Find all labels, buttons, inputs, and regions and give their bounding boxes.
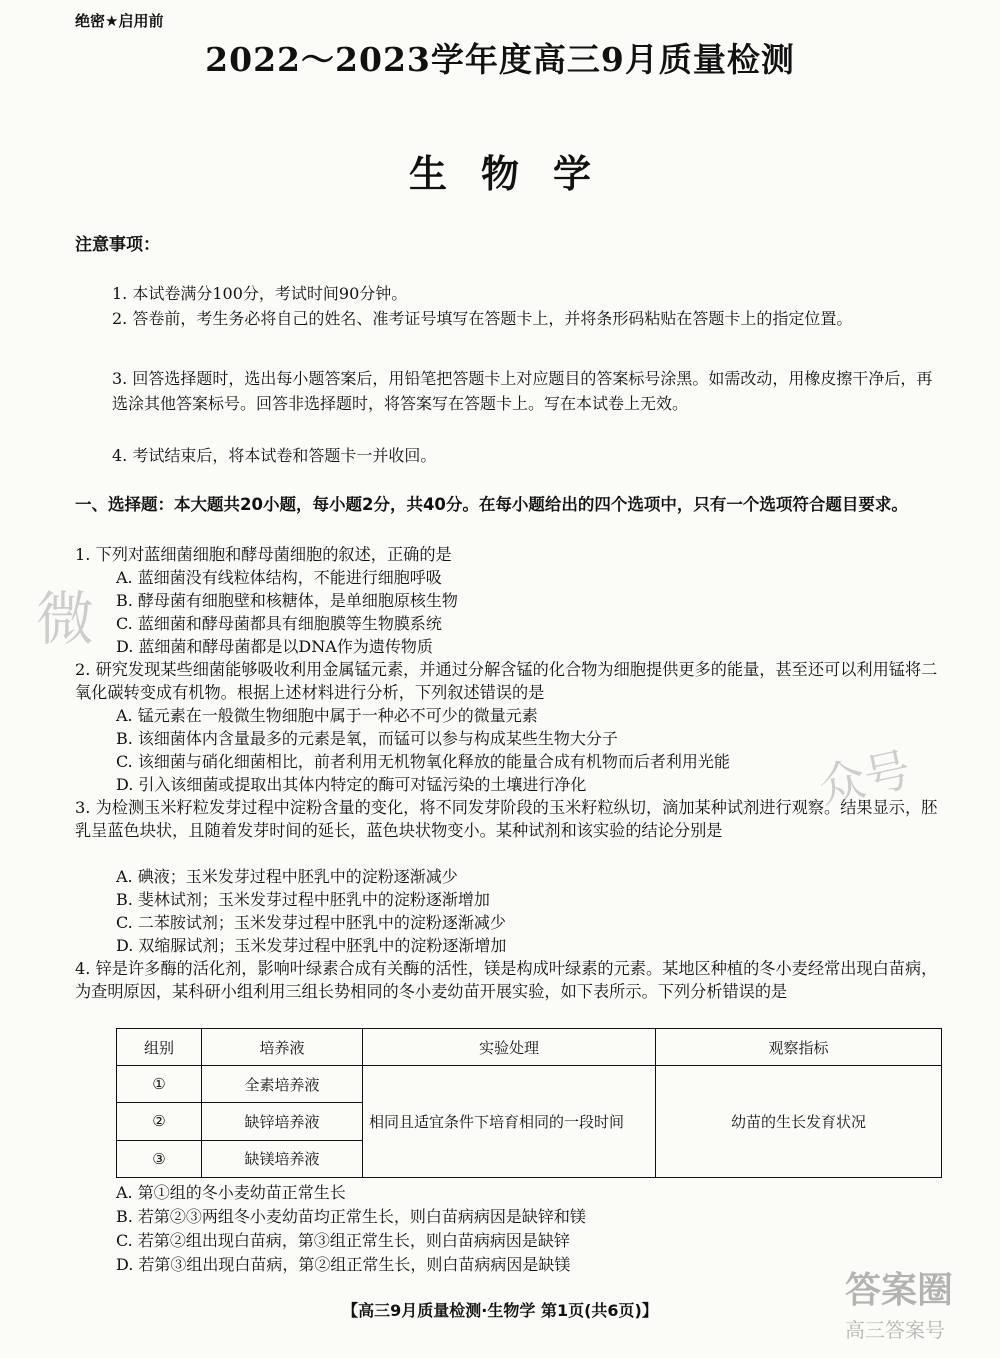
- question-2-option-b: B. 该细菌体内含量最多的元素是氧，而锰可以参与构成某些生物大分子: [116, 729, 618, 748]
- table-cell-group: ①: [117, 1066, 202, 1103]
- notice-item: 2. 答卷前，考生务必将自己的姓名、准考证号填写在答题卡上，并将条形码粘贴在答题卡上的指定位置。: [112, 309, 853, 328]
- subject-title: 生物学: [408, 151, 625, 196]
- question-3-option-b: B. 斐林试剂；玉米发芽过程中胚乳中的淀粉逐渐增加: [116, 890, 490, 909]
- notice-item: 4. 考试结束后，将本试卷和答题卡一并收回。: [112, 446, 437, 465]
- exam-title: 2022～2023学年度高三9月质量检测: [205, 40, 795, 79]
- watermark-logo-sub: 高三答案号: [845, 1318, 945, 1342]
- question-2-option-d: D. 引入该细菌或提取出其体内特定的酶可对锰污染的土壤进行净化: [116, 775, 587, 794]
- question-3-option-d: D. 双缩脲试剂；玉米发芽过程中胚乳中的淀粉逐渐增加: [116, 936, 507, 955]
- watermark-right: 众号: [814, 741, 916, 814]
- table-cell-medium: 缺镁培养液: [202, 1140, 363, 1177]
- question-1-option-a: A. 蓝细菌没有线粒体结构，不能进行细胞呼吸: [116, 568, 442, 587]
- section-heading: 一、选择题：本大题共20小题，每小题2分，共40分。在每小题给出的四个选项中，只有一个选项符合题目要求。: [75, 495, 908, 514]
- notice-item: 1. 本试卷满分100分，考试时间90分钟。: [112, 284, 408, 303]
- table-cell-group: ③: [117, 1140, 202, 1177]
- question-2-option-c: C. 该细菌与硝化细菌相比，前者利用无机物氧化释放的能量合成有机物而后者利用光能: [116, 752, 730, 771]
- notice-heading: 注意事项：: [75, 235, 160, 255]
- table-header-row: [117, 1029, 942, 1066]
- table-header-cell: 培养液: [202, 1029, 363, 1066]
- question-4-option-d: D. 若第③组出现白苗病，第②组正常生长，则白苗病病因是缺镁: [116, 1255, 571, 1274]
- question-2-stem: 2. 研究发现某些细菌能够吸收利用金属锰元素，并通过分解含锰的化合物为细胞提供更多的能量，甚至还可以利用锰将二氧化碳转变成有机物。根据上述材料进行分析，下列叙述错误的是: [75, 660, 938, 702]
- table-header-cell: 组别: [117, 1029, 202, 1066]
- question-1-option-b: B. 酵母菌有细胞壁和核糖体，是单细胞原核生物: [116, 591, 458, 610]
- table-cell-indicator: 幼苗的生长发育状况: [656, 1066, 942, 1178]
- table-cell-medium: 全素培养液: [202, 1066, 363, 1103]
- question-1-option-c: C. 蓝细菌和酵母菌都具有细胞膜等生物膜系统: [116, 614, 442, 633]
- question-3-stem: 3. 为检测玉米籽粒发芽过程中淀粉含量的变化，将不同发芽阶段的玉米籽粒纵切，滴加某种试剂进行观察。结果显示，胚乳呈蓝色块状，且随着发芽时间的延长，蓝色块状物变小。某种试剂和该实验的结论分别是: [75, 798, 938, 840]
- question-3-option-a: A. 碘液；玉米发芽过程中胚乳中的淀粉逐渐减少: [116, 867, 458, 886]
- question-4-option-a: A. 第①组的冬小麦幼苗正常生长: [116, 1183, 346, 1202]
- notice-item: 3. 回答选择题时，选出每小题答案后，用铅笔把答题卡上对应题目的答案标号涂黑。如需改动，用橡皮擦干净后，再选涂其他答案标号。回答非选择题时，将答案写在答题卡上。写在本试卷上无效。: [112, 369, 933, 413]
- question-1-option-d: D. 蓝细菌和酵母菌都是以DNA作为遗传物质: [116, 637, 433, 656]
- table-row: [117, 1066, 942, 1103]
- question-2-option-a: A. 锰元素在一般微生物细胞中属于一种必不可少的微量元素: [116, 706, 538, 725]
- table-cell-medium: 缺锌培养液: [202, 1103, 363, 1140]
- question-4-stem: 4. 锌是许多酶的活化剂，影响叶绿素合成有关酶的活性，镁是构成叶绿素的元素。某地区种植的冬小麦经常出现白苗病，为查明原因，某科研小组利用三组长势相同的冬小麦幼苗开展实验，如下表所示。下列分析错误的是: [75, 959, 938, 1001]
- table-cell-group: ②: [117, 1103, 202, 1140]
- table-cell-treatment: 相同且适宜条件下培育相同的一段时间: [363, 1066, 656, 1178]
- question-1-stem: 1. 下列对蓝细菌细胞和酵母菌细胞的叙述，正确的是: [75, 545, 452, 564]
- question-4-option-b: B. 若第②③两组冬小麦幼苗均正常生长，则白苗病病因是缺锌和镁: [116, 1207, 586, 1226]
- experiment-table: [116, 1028, 942, 1178]
- table-header-cell: 观察指标: [656, 1029, 942, 1066]
- confidential-label: 绝密★启用前: [75, 12, 164, 30]
- watermark-left: 微: [36, 585, 95, 653]
- question-4-option-c: C. 若第②组出现白苗病，第③组正常生长，则白苗病病因是缺锌: [116, 1231, 570, 1250]
- watermark-logo: 答案圈: [845, 1270, 954, 1311]
- page-footer: 【高三9月质量检测·生物学 第1页(共6页)】: [342, 1301, 658, 1320]
- table-header-cell: 实验处理: [363, 1029, 656, 1066]
- question-3-option-c: C. 二苯胺试剂；玉米发芽过程中胚乳中的淀粉逐渐减少: [116, 913, 506, 932]
